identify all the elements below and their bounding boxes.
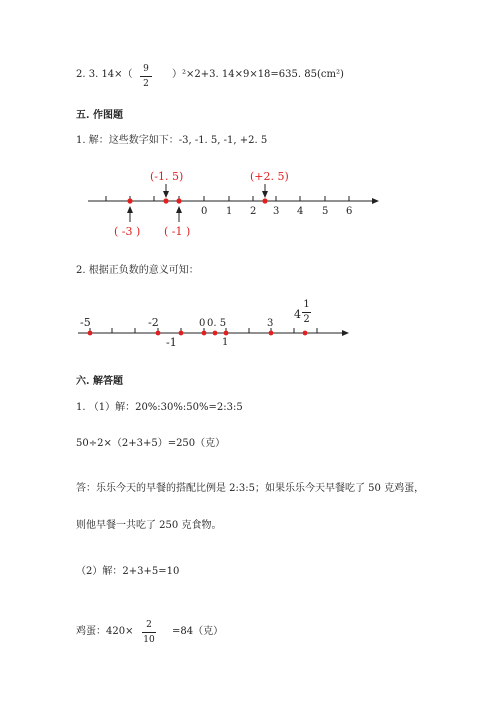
section6-line2: 50÷2×（2+3+5）=250（克） — [76, 438, 226, 449]
section6-line4: 则他早餐一共吃了 250 克食物。 — [76, 520, 222, 531]
nl1-tick-1: 1 — [226, 206, 233, 217]
nl2-point-minus-5 — [88, 331, 93, 336]
nl2-mixed-fraction — [302, 300, 311, 325]
nl2-label-minus-5: -5 — [80, 316, 91, 329]
nl2-label-minus-1: -1 — [166, 336, 177, 349]
section5-title: 五. 作图题 — [76, 110, 123, 121]
section6-line5: （2）解：2+3+5=10 — [76, 566, 180, 577]
nl2-label-1: 1 — [222, 337, 229, 348]
nl1-label-minus-3: ( -3 ) — [114, 225, 141, 238]
nl1-tick-2: 2 — [250, 206, 257, 217]
nl2-point-minus-2 — [156, 331, 161, 336]
nl2-point-0-5 — [213, 331, 218, 336]
nl2-label-3: 3 — [267, 318, 274, 329]
section6-line6-prefix: 鸡蛋：420× — [76, 626, 134, 637]
nl2-point-3 — [269, 331, 274, 336]
line6-frac-den: 10 — [143, 635, 155, 645]
q2-formula-suffix: ）²×2+3. 14×9×18=635. 85(cm²) — [172, 69, 344, 80]
nl2-mixed-den: 2 — [303, 314, 310, 325]
section6-title: 六. 解答题 — [76, 376, 123, 387]
nl2-point-4-5 — [303, 331, 308, 336]
nl2-label-0-5: 0. 5 — [207, 318, 227, 329]
nl2-point-minus-1 — [179, 331, 184, 336]
nl2-label-minus-2: -2 — [148, 316, 159, 329]
section6-line3: 答：乐乐今天的早餐的搭配比例是 2:3:5；如果乐乐今天早餐吃了 50 克鸡蛋， — [76, 483, 425, 494]
nl2-point-0 — [202, 331, 207, 336]
q2-frac-den: 2 — [143, 79, 149, 89]
q2-frac-num: 9 — [143, 64, 149, 74]
section6-line1: 1. （1）解：20%:30%:50%=2:3:5 — [76, 402, 243, 413]
nl1-tick-4: 4 — [297, 206, 304, 217]
nl2-label-0: 0 — [199, 318, 206, 329]
nl2-point-1 — [224, 331, 229, 336]
section6-line6-fraction — [142, 620, 156, 645]
section5-item2: 2. 根据正负数的意义可知： — [76, 265, 199, 276]
nl2-mixed-whole: 4 — [294, 308, 301, 321]
nl1-tick-5: 5 — [322, 206, 329, 217]
q2-formula-prefix: 2. 3. 14×（ — [76, 69, 133, 80]
section6-line6-suffix: =84（克） — [172, 626, 224, 637]
nl1-label-minus-1-5: (-1. 5) — [150, 170, 184, 183]
nl2-mixed-num: 1 — [303, 299, 310, 310]
nl1-tick-6: 6 — [346, 206, 353, 217]
nl1-label-plus-2-5: (+2. 5) — [250, 170, 289, 183]
nl1-label-minus-1: ( -1 ) — [164, 225, 191, 238]
section5-item1: 1. 解：这些数字如下：-3, -1. 5, -1, +2. 5 — [76, 135, 268, 146]
line6-frac-num: 2 — [146, 620, 152, 630]
nl1-tick-3: 3 — [273, 206, 280, 217]
nl1-tick-0: 0 — [201, 206, 208, 217]
